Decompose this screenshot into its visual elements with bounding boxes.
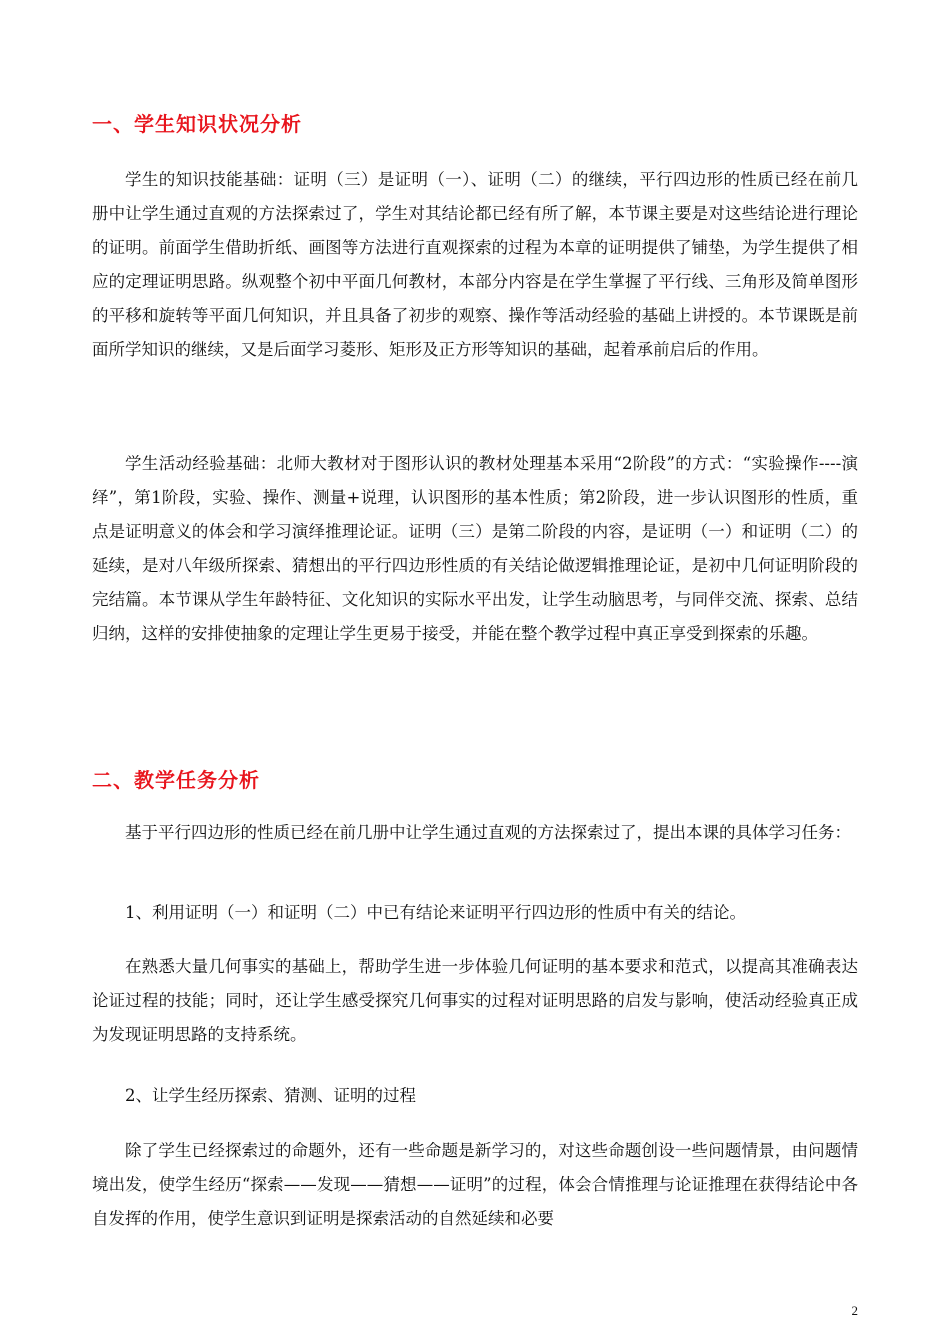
section-1-paragraph-1: 学生的知识技能基础：证明（三）是证明（一）、证明（二）的继续，平行四边形的性质已经在前几册中让学生通过直观的方法探索过了，学生对其结论都已经有所了解，本节课主要是对这些结论进行理论的证明。前面学生借助折纸、画图等方法进行直观探索的过程为本章的证明提供了铺垫，为学生提供了相应的定理证明思路。纵观整个初中平面几何教材，本部分内容是在学生掌握了平行线、三角形及简单图形的平移和旋转等平面几何知识，并且具备了初步的观察、操作等活动经验的基础上讲授的。本节课既是前面所学知识的继续，又是后面学习菱形、矩形及正方形等知识的基础，起着承前启后的作用。 — [92, 170, 858, 359]
section-1-heading: 一、学生知识状况分析 — [92, 112, 302, 136]
section-2-paragraph-5: 除了学生已经探索过的命题外，还有一些命题是新学习的，对这些命题创设一些问题情景，由问题情境出发，使学生经历“探索——发现——猜想——证明”的过程，体会合情推理与论证推理在获得结论中各自发挥的作用，使学生意识到证明是探索活动的自然延续和必要 — [92, 1141, 858, 1228]
section-2-task-1: 1、利用证明（一）和证明（二）中已有结论来证明平行四边形的性质中有关的结论。 — [125, 903, 746, 922]
section-2-paragraph-1: 基于平行四边形的性质已经在前几册中让学生通过直观的方法探索过了，提出本课的具体学习任务： — [125, 823, 851, 842]
page-number: 2 — [851, 1303, 858, 1318]
section-2-paragraph-3: 在熟悉大量几何事实的基础上，帮助学生进一步体验几何证明的基本要求和范式，以提高其准确表达论证过程的技能；同时，还让学生感受探究几何事实的过程对证明思路的启发与影响，使活动经验真正成为发现证明思路的支持系统。 — [92, 957, 858, 1044]
section-2-heading: 二、教学任务分析 — [92, 768, 260, 792]
section-1-paragraph-2: 学生活动经验基础：北师大教材对于图形认识的教材处理基本采用“2阶段”的方式：“实验操作----演绎”，第1阶段，实验、操作、测量+说理，认识图形的基本性质；第2阶段，进一步认识图形的性质，重点是证明意义的体会和学习演绎推理论证。证明（三）是第二阶段的内容，是证明（一）和证明（二）的延续，是对八年级所探索、猜想出的平行四边形性质的有关结论做逻辑推理论证，是初中几何证明阶段的完结篇。本节课从学生年龄特征、文化知识的实际水平出发，让学生动脑思考，与同伴交流、探索、总结归纳，这样的安排使抽象的定理让学生更易于接受，并能在整个教学过程中真正享受到探索的乐趣。 — [92, 454, 858, 643]
section-2-task-2: 2、让学生经历探索、猜测、证明的过程 — [125, 1086, 416, 1105]
